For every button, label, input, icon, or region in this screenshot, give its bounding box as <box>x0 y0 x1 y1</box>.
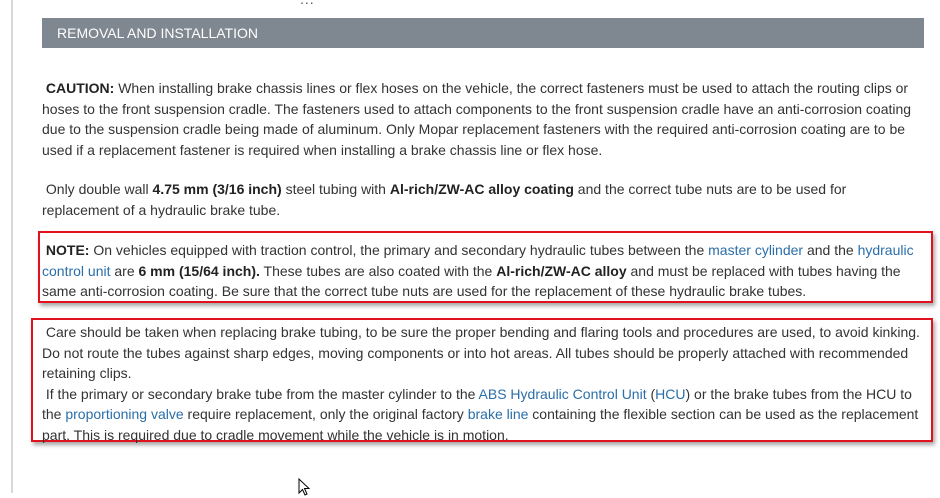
note-paragraph <box>42 240 926 302</box>
tubing-paragraph <box>42 179 926 220</box>
hcu-text-1: If the primary or secondary brake tube from the master cylinder to the <box>45 385 479 402</box>
hcu-text-2: ( <box>646 385 656 402</box>
brake-line-link[interactable]: brake line <box>467 406 529 422</box>
hcu-text-5: containing the flexible section can be used as the replacement part. This is required due to cradle movement while the vehicle is in motion. <box>42 406 919 443</box>
caution-label: CAUTION: <box>45 80 115 96</box>
note-text-2: and the <box>803 242 858 258</box>
section-title: REMOVAL AND INSTALLATION <box>57 25 258 41</box>
hydraulic-control-unit-link[interactable]: hydraulic control unit <box>42 242 914 279</box>
hcu-link[interactable]: HCU <box>655 385 686 402</box>
hcu-text-3: ) or the brake tubes from the HCU to the <box>42 385 912 422</box>
section-header <box>42 18 924 48</box>
tubing-coating: Al-rich/ZW-AC alloy coating <box>389 181 574 197</box>
tubing-text-1: Only double wall <box>45 181 153 197</box>
note-alloy: Al-rich/ZW-AC alloy <box>496 262 627 279</box>
cut-off-text-line <box>300 0 315 7</box>
care-text: Care should be taken when replacing brake tubing, to be sure the proper bending and flaring tools and procedures are used, to avoid kinking. Do not route the tubes against sharp edges, moving components or into hot areas. All tubes should be properly attached with recommended retaining clips. <box>42 324 920 381</box>
note-text-4: These tubes are also coated with the <box>259 262 497 279</box>
note-text-3: are <box>110 262 139 279</box>
proportioning-valve-link[interactable]: proportioning valve <box>65 406 184 422</box>
tubing-text-2: steel tubing with <box>281 181 390 197</box>
note-tube-size: 6 mm (15/64 inch). <box>138 262 260 279</box>
tubing-size: 4.75 mm (3/16 inch) <box>152 181 282 197</box>
caution-text: When installing brake chassis lines or flex hoses on the vehicle, the correct fasteners must be used to attach the routing clips or hoses to the front suspension cradle. The fasteners used to attach components to the front suspension cradle have an anti-corrosion coating due to the suspension cradle being made of aluminum. Only Mopar replacement fasteners with the required anti-corrosion coating are to be used if a replacement fastener is required when installing a brake chassis line or flex hose. <box>42 80 912 158</box>
note-text-5: and must be replaced with tubes having the same anti-corrosion coating. Be sure that the correct tube nuts are used for the replacement of these hydraulic brake tubes. <box>42 262 901 299</box>
master-cylinder-link[interactable]: master cylinder <box>708 242 804 258</box>
note-label: NOTE: <box>45 242 90 258</box>
tubing-text-3: and the correct tube nuts are to be used for replacement of a hydraulic brake tube. <box>42 181 847 218</box>
care-paragraph <box>42 322 926 445</box>
mouse-cursor-icon <box>298 478 312 498</box>
abs-hydraulic-control-unit-link[interactable]: ABS Hydraulic Control Unit <box>478 385 647 402</box>
hcu-text-4: require replacement, only the original factory <box>183 406 468 422</box>
note-text-1: On vehicles equipped with traction control, the primary and secondary hydraulic tubes between the <box>89 242 709 258</box>
caution-paragraph <box>42 78 926 160</box>
left-border <box>11 0 13 493</box>
